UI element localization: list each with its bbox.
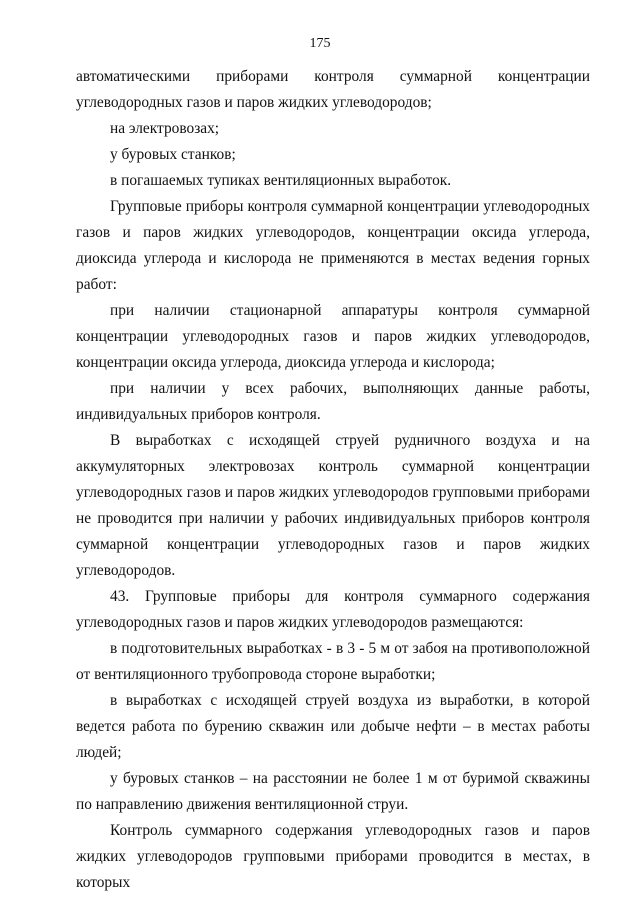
list-item: в подготовительных выработках - в 3 - 5 м от забоя на противоположной от вентиляционного трубопровода стороне выработки;: [76, 640, 590, 683]
list-item: на электровозах;: [110, 120, 220, 137]
list-item: при наличии стационарной аппаратуры контроля суммарной концентрации углеводородных газов и паров жидких углеводородов, концентрации оксида углерода, диоксида углерода и кислорода;: [76, 302, 590, 371]
paragraph: В выработках с исходящей струей рудничного воздуха и на аккумуляторных электровозах контроль суммарной концентрации углеводородных газов и паров жидких углеводородов групповыми приборами не проводится при наличии у рабочих индивидуальных приборов контроля суммарной концентрации углеводородных газов и паров жидких углеводородов.: [76, 432, 590, 579]
list-item: у буровых станков;: [110, 146, 236, 163]
numbered-paragraph: 43. Групповые приборы для контроля суммарного содержания углеводородных газов и паров жидких углеводородов размещаются:: [76, 588, 590, 631]
list-item: в погашаемых тупиках вентиляционных выработок.: [110, 172, 452, 189]
paragraph: автоматическими приборами контроля суммарной концентрации углеводородных газов и паров жидких углеводородов;: [76, 68, 590, 111]
body-text: [76, 64, 590, 896]
page-number: 175: [309, 36, 331, 51]
list-item: в выработках с исходящей струей воздуха из выработки, в которой ведется работа по бурению скважин или добыче нефти – в местах работы людей;: [76, 692, 590, 761]
list-item: у буровых станков – на расстоянии не более 1 м от буримой скважины по направлению движения вентиляционной струи.: [76, 770, 590, 813]
paragraph: Групповые приборы контроля суммарной концентрации углеводородных газов и паров жидких углеводородов, концентрации оксида углерода, диоксида углерода и кислорода не применяются в местах ведения горных работ:: [76, 198, 590, 293]
list-item: при наличии у всех рабочих, выполняющих данные работы, индивидуальных приборов контроля.: [76, 380, 590, 423]
paragraph: Контроль суммарного содержания углеводородных газов и паров жидких углеводородов групповыми приборами проводится в местах, в которых: [76, 822, 590, 891]
